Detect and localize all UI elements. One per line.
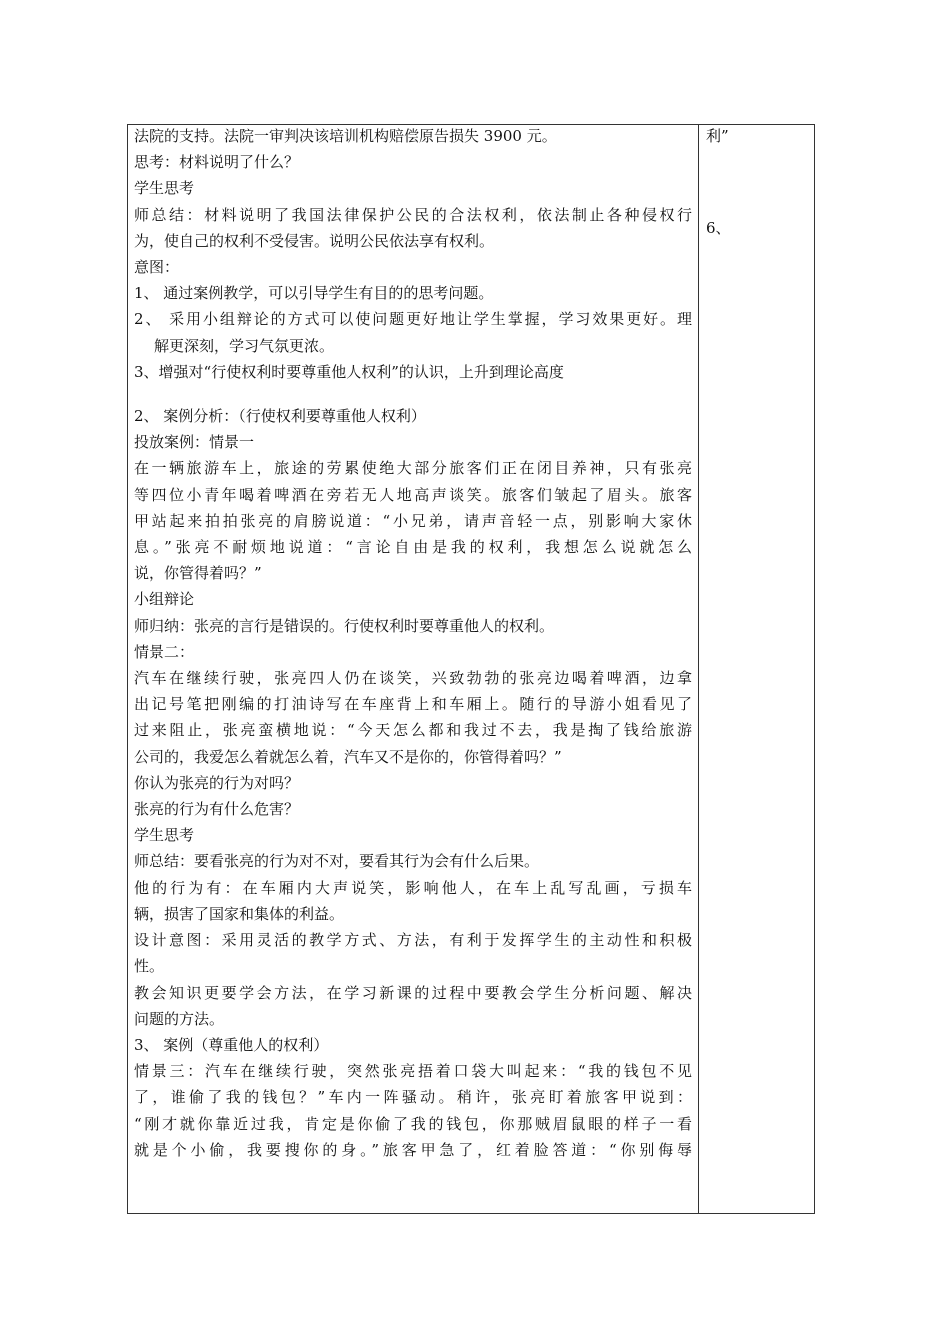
text-line: 小组辩论 (134, 590, 195, 609)
text-line: 性。 (134, 957, 165, 976)
text-line: 出记号笔把刚编的打油诗写在车座背上和车厢上。随行的导游小姐看见了 (134, 695, 692, 714)
text-line: 1、 通过案例教学，可以引导学生有目的的思考问题。 (134, 284, 494, 303)
text-line: 等四位小青年喝着啤酒在旁若无人地高声谈笑。旅客们皱起了眉头。旅客 (134, 485, 692, 504)
text-line: 为，使自己的权利不受侵害。说明公民依法享有权利。 (134, 231, 495, 250)
text-line: 3、增强对“行使权利时要尊重他人权利”的认识，上升到理论高度 (134, 362, 564, 381)
text-line: 解更深刻，学习气氛更浓。 (154, 336, 335, 355)
text-line: 意图： (134, 258, 180, 277)
text-line: 学生思考 (134, 179, 195, 198)
text-line: 张亮的行为有什么危害？ (134, 800, 300, 819)
text-line: 设计意图：采用灵活的教学方式、方法，有利于发挥学生的主动性和积极 (134, 931, 692, 950)
text-line: 情景二： (134, 642, 195, 661)
text-line: 法院的支持。法院一审判决该培训机构赔偿原告损失 3900 元。 (134, 127, 557, 145)
lesson-content-column (134, 123, 692, 1163)
text-line: 辆，损害了国家和集体的利益。 (134, 904, 345, 923)
text-line: 他的行为有：在车厢内大声说笑，影响他人，在车上乱写乱画，亏损车 (134, 878, 692, 897)
text-line: 公司的，我爱怎么着就怎么着，汽车又不是你的，你管得着吗？” (134, 747, 562, 766)
text-line: 在一辆旅游车上，旅途的劳累使绝大部分旅客们正在闭目养神，只有张亮 (134, 459, 692, 478)
text-line: 就是个小偷，我要搜你的身。”旅客甲急了，红着脸答道：“你别侮辱 (134, 1140, 692, 1159)
note-line: 利” (706, 127, 729, 145)
section-heading: 3、 案例（尊重他人的权利） (134, 1035, 329, 1054)
text-line: 情景三：汽车在继续行驶，突然张亮捂着口袋大叫起来：“我的钱包不见 (134, 1062, 692, 1081)
text-line: 投放案例：情景一 (134, 433, 255, 452)
note-line: 6、 (706, 219, 731, 238)
text-line: 思考：材料说明了什么？ (134, 153, 300, 172)
text-line: 师总结：材料说明了我国法律保护公民的合法权利，依法制止各种侵权行 (134, 205, 692, 224)
text-line: 息。”张亮不耐烦地说道：“言论自由是我的权利，我想怎么说就怎么 (134, 538, 692, 557)
notes-column (706, 123, 806, 241)
section-heading: 2、 案例分析：（行使权利要尊重他人权利） (134, 407, 426, 426)
text-line: 2、 采用小组辩论的方式可以使问题更好地让学生掌握，学习效果更好。理 (134, 310, 692, 329)
text-line: 过来阻止，张亮蛮横地说：“今天怎么都和我过不去，我是掏了钱给旅游 (134, 721, 692, 740)
text-line: 师归纳：张亮的言行是错误的。行使权利时要尊重他人的权利。 (134, 616, 555, 635)
text-line: 教会知识更要学会方法，在学习新课的过程中要教会学生分析问题、解决 (134, 983, 692, 1002)
text-line: 师总结：要看张亮的行为对不对，要看其行为会有什么后果。 (134, 852, 540, 871)
text-line: 汽车在继续行驶，张亮四人仍在谈笑，兴致勃勃的张亮边喝着啤酒，边拿 (134, 669, 692, 688)
text-line: “刚才就你靠近过我，肯定是你偷了我的钱包，你那贼眉鼠眼的样子一看 (134, 1114, 692, 1133)
text-line: 问题的方法。 (134, 1009, 225, 1028)
lesson-table (127, 124, 815, 1214)
text-line: 你认为张亮的行为对吗？ (134, 773, 300, 792)
text-line: 学生思考 (134, 826, 195, 845)
text-line: 甲站起来拍拍张亮的肩膀说道：“小兄弟，请声音轻一点，别影响大家休 (134, 511, 692, 530)
text-line: 说，你管得着吗？” (134, 564, 262, 583)
text-line: 了，谁偷了我的钱包？”车内一阵骚动。稍许，张亮盯着旅客甲说到： (134, 1088, 692, 1107)
column-divider (698, 125, 699, 1213)
